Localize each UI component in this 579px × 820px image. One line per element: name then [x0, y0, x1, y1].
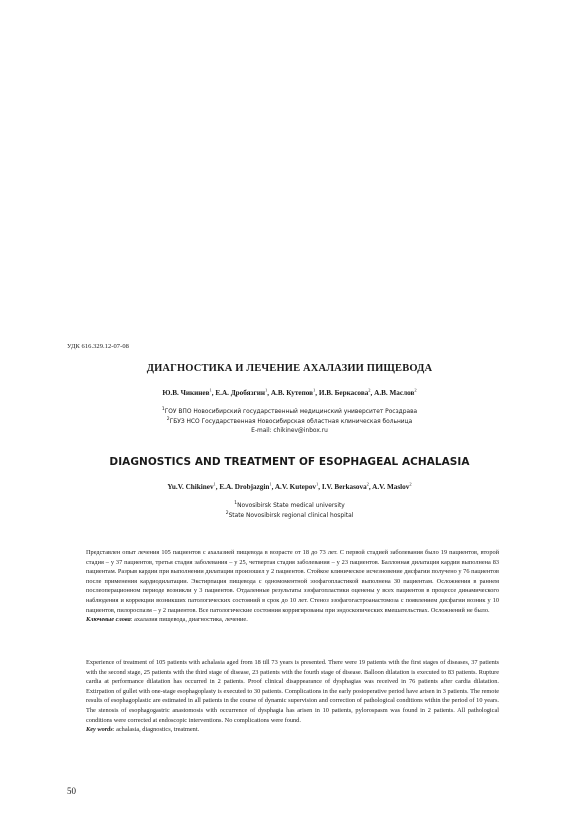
author-affil-mark: 1 [209, 387, 212, 393]
author-en: Yu.V. Chikinev [167, 483, 214, 491]
author-list-en: Yu.V. Chikinev$^1$, E.A. Drobjazgin$^1$, A.V. Kutepov$^1$, I.V. Berkasova$^2$, A.V. Maslov$^2$ [167, 481, 412, 491]
author-affil-mark: 2 [409, 481, 412, 487]
keywords-label: Key words [86, 726, 113, 734]
author-list-ru: Ю.В. Чикинев$^1$, Е.А. Дробязгин$^1$, А.В. Кутепов$^1$, И.В. Беркасова$^2$, А.В. Маслов$^2$ [162, 387, 417, 397]
abstract-text-ru: Представлен опыт лечения 105 пациентов с ахалазией пищевода в возрасте от 18 до 73 лет. С первой стадией заболевания было 19 пациентов, второй стадия – у 37 пациентов, третья стадия заболевания – у 25, четвертая стадия заболевания – у 23 пациентов. Баллонная дилатация кардии выполнена 83 пациентам. Разрыв кардии при выполнении дилатации произошел у 2 пациентов. Стойкое клиническое исчезновение дисфагии получено у 76 пациентов после применения кардиодилатации. Экстирпация пищевода с одномоментной эзофагопластикой выполнена 30 пациентам. Осложнения в раннем послеоперационном периоде возникли у 3 пациентов. Отдаленные результаты эзофагопластики оценены у всех пациентов в процессе динамического наблюдения и коррекции возникших патологических состояний в срок до 10 лет. Стеноз эзофагогастроанастомоза с появлением дисфагии возник у 10 пациентов, пилороспазм – у 2 пациентов. Все патологические состояния корригированы при эндоскопических вмешательствах. Осложнений не было. [86, 549, 499, 614]
affiliation-text: ГОУ ВПО Новосибирский государственный медицинский университет Росздрава [164, 409, 418, 415]
keywords-label: Ключевые слова [86, 616, 131, 624]
page-number: 50 [67, 786, 76, 796]
affiliation-text: ГБУЗ НСО Государственная Новосибирская областная клиническая больница [169, 418, 413, 425]
author-affil-mark: 1 [265, 387, 268, 393]
author-ru: А.В. Маслов [374, 389, 415, 397]
article-title-en: DIAGNOSTICS AND TREATMENT OF ESOPHAGEAL ACHALASIA [109, 456, 470, 468]
affil-mark: 1 [161, 407, 165, 413]
article-title-ru: ДИАГНОСТИКА И ЛЕЧЕНИЕ АХАЛАЗИИ ПИЩЕВОДА [146, 363, 433, 374]
abstract-en [86, 658, 499, 735]
author-ru: Ю.В. Чикинев [162, 389, 210, 397]
udc-code: УДК 616.329.12-07-08 [67, 343, 129, 350]
affil-mark: 1 [234, 501, 238, 507]
keywords-text: : achalasia, diagnostics, treatment. [112, 726, 200, 734]
affiliation-line [67, 408, 512, 418]
author-affil-mark: 2 [366, 481, 369, 487]
keywords-ru [86, 615, 499, 625]
affiliation-line [67, 502, 512, 512]
affiliations-en [67, 502, 512, 521]
author-affil-mark: 1 [269, 481, 272, 487]
keywords-en [86, 725, 499, 735]
keywords-text: : ахалазия пищевода, диагностика, лечение. [130, 616, 248, 624]
author-ru: А.В. Кутепов [270, 389, 314, 397]
affiliations-ru [67, 408, 512, 437]
affiliation-line [67, 418, 512, 428]
affiliation-line [67, 512, 512, 522]
abstract-ru [86, 548, 499, 625]
author-affil-mark: 2 [368, 387, 371, 393]
author-ru: Е.А. Дробязгин [215, 389, 266, 397]
contact-email: E-mail: chikinev@inbox.ru [251, 428, 328, 435]
abstract-text-en: Experience of treatment of 105 patients with achalasia aged from 18 till 73 years is presented. There were 19 patients with the first stages of diseases, 37 patients with the second stage, 25 patients with the third stage of disease, 23 patients with the fourth stage of disease. Balloon dilatation is executed to 83 patients. Rupture cardia at performance dilatation has occurred in 2 patients. Proof clinical disappearance of dysphagias was received in 76 patients after cardia dilatation. Extirpation of gullet with one-stage esophagoplasty is executed to 30 patients. Complications in the early postoperative period have arisen in 3 patients. The remote results of esophagoplastic are estimated in all patients in the course of dynamic supervision and correction of pathological conditions within the period of 10 years. The stenosis of esophagogastric anastomosis with occurrence of dysphagia has arisen in 10 patients, pylorospasm was found in 2 patients. All pathological conditions were corrected at endoscopic interventions. No complications were found. [86, 659, 499, 724]
author-affil-mark: 2 [414, 387, 417, 393]
author-ru: И.В. Беркасова [318, 389, 369, 397]
affiliation-text: Novosibirsk State medical university [237, 503, 345, 509]
author-en: E.A. Drobjazgin [219, 483, 270, 491]
author-en: I.V. Berkasova [321, 483, 367, 491]
affil-mark: 2 [166, 416, 170, 422]
author-en: A.V. Maslov [372, 483, 410, 491]
author-en: A.V. Kutepov [274, 483, 317, 491]
affil-mark: 2 [225, 510, 229, 516]
affiliation-text: State Novosibirsk regional clinical hospital [228, 512, 354, 519]
author-affil-mark: 1 [213, 481, 216, 487]
author-affil-mark: 1 [316, 481, 319, 487]
author-affil-mark: 1 [313, 387, 316, 393]
